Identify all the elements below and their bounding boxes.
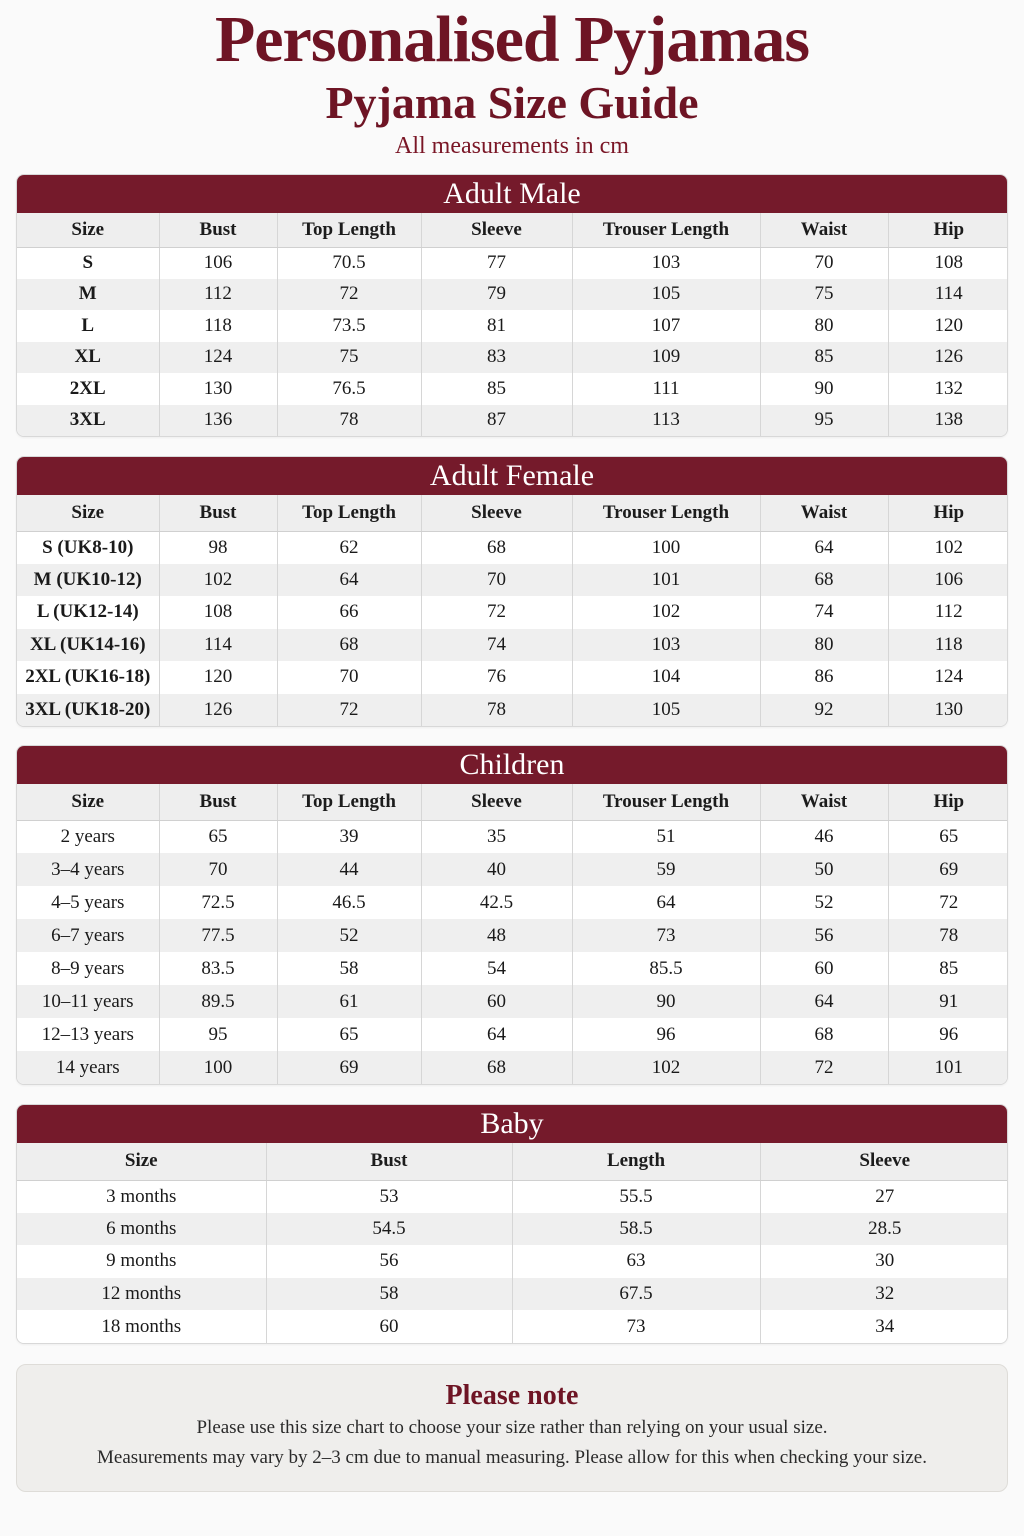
measurement-cell: 113 bbox=[572, 405, 760, 437]
table-row bbox=[17, 629, 1008, 662]
measurement-cell: 90 bbox=[760, 373, 888, 405]
measurement-cell: 54.5 bbox=[266, 1213, 512, 1246]
measurement-cell: 74 bbox=[760, 596, 888, 629]
measurement-cell: 114 bbox=[159, 629, 277, 662]
measurement-cell: 102 bbox=[159, 564, 277, 597]
measurement-cell: 73 bbox=[512, 1310, 760, 1343]
measurement-cell: 76.5 bbox=[277, 373, 421, 405]
column-header: Bust bbox=[159, 213, 277, 247]
measurement-cell: 85 bbox=[888, 952, 1008, 985]
table-row bbox=[17, 596, 1008, 629]
measurement-cell: 76 bbox=[421, 661, 572, 694]
column-header: Hip bbox=[888, 495, 1008, 531]
table-header-row bbox=[17, 1143, 1008, 1180]
measurement-cell: 106 bbox=[159, 247, 277, 279]
table-row bbox=[17, 1051, 1008, 1084]
measurement-cell: 72 bbox=[888, 886, 1008, 919]
column-header: Bust bbox=[266, 1143, 512, 1180]
column-header: Sleeve bbox=[421, 213, 572, 247]
measurement-cell: 35 bbox=[421, 820, 572, 853]
measurement-cell: 54 bbox=[421, 952, 572, 985]
table-row bbox=[17, 405, 1008, 437]
measurement-cell: 124 bbox=[159, 342, 277, 374]
measurement-cell: 34 bbox=[760, 1310, 1008, 1343]
table-row bbox=[17, 952, 1008, 985]
measurement-cell: 63 bbox=[512, 1245, 760, 1278]
table-row bbox=[17, 1310, 1008, 1343]
table-row bbox=[17, 661, 1008, 694]
adult-female-section bbox=[16, 456, 1008, 727]
size-table bbox=[17, 784, 1008, 1084]
measurement-cell: 52 bbox=[760, 886, 888, 919]
measurement-cell: 42.5 bbox=[421, 886, 572, 919]
measurement-cell: 68 bbox=[760, 564, 888, 597]
section-title: Adult Male bbox=[17, 175, 1007, 213]
measurement-cell: 73.5 bbox=[277, 310, 421, 342]
measurement-cell: 44 bbox=[277, 853, 421, 886]
size-table bbox=[17, 213, 1008, 436]
size-table bbox=[17, 495, 1008, 726]
column-header: Top Length bbox=[277, 495, 421, 531]
table-row bbox=[17, 564, 1008, 597]
table-row bbox=[17, 820, 1008, 853]
measurement-cell: 78 bbox=[277, 405, 421, 437]
measurement-cell: 68 bbox=[277, 629, 421, 662]
table-row bbox=[17, 279, 1008, 311]
measurement-cell: 107 bbox=[572, 310, 760, 342]
measurement-cell: 75 bbox=[760, 279, 888, 311]
measurement-cell: 70 bbox=[159, 853, 277, 886]
table-row bbox=[17, 919, 1008, 952]
measurement-cell: 100 bbox=[572, 531, 760, 564]
section-title: Children bbox=[17, 746, 1007, 784]
measurement-cell: 50 bbox=[760, 853, 888, 886]
measurement-cell: 46.5 bbox=[277, 886, 421, 919]
measurement-cell: 74 bbox=[421, 629, 572, 662]
units-note: All measurements in cm bbox=[395, 133, 629, 159]
measurement-cell: 118 bbox=[888, 629, 1008, 662]
measurement-cell: 124 bbox=[888, 661, 1008, 694]
baby-section bbox=[16, 1104, 1008, 1344]
measurement-cell: 66 bbox=[277, 596, 421, 629]
measurement-cell: 72 bbox=[760, 1051, 888, 1084]
measurement-cell: 58 bbox=[277, 952, 421, 985]
size-cell: 4–5 years bbox=[17, 886, 159, 919]
measurement-cell: 64 bbox=[760, 985, 888, 1018]
size-cell: 9 months bbox=[17, 1245, 266, 1278]
measurement-cell: 69 bbox=[888, 853, 1008, 886]
measurement-cell: 85.5 bbox=[572, 952, 760, 985]
table-header-row bbox=[17, 784, 1008, 820]
size-cell: 3XL (UK18-20) bbox=[17, 694, 159, 727]
page-title: Personalised Pyjamas bbox=[214, 3, 810, 76]
measurement-cell: 68 bbox=[421, 1051, 572, 1084]
measurement-cell: 70 bbox=[421, 564, 572, 597]
size-cell: L bbox=[17, 310, 159, 342]
size-cell: L (UK12-14) bbox=[17, 596, 159, 629]
measurement-cell: 102 bbox=[572, 596, 760, 629]
table-header-row bbox=[17, 213, 1008, 247]
measurement-cell: 112 bbox=[159, 279, 277, 311]
column-header: Top Length bbox=[277, 784, 421, 820]
measurement-cell: 72 bbox=[421, 596, 572, 629]
measurement-cell: 85 bbox=[760, 342, 888, 374]
column-header: Size bbox=[17, 1143, 266, 1180]
measurement-cell: 112 bbox=[888, 596, 1008, 629]
column-header: Size bbox=[17, 495, 159, 531]
size-cell: 3 months bbox=[17, 1180, 266, 1213]
measurement-cell: 80 bbox=[760, 629, 888, 662]
size-cell: 2XL bbox=[17, 373, 159, 405]
column-header: Waist bbox=[760, 784, 888, 820]
measurement-cell: 72 bbox=[277, 279, 421, 311]
size-cell: 2 years bbox=[17, 820, 159, 853]
table-row bbox=[17, 342, 1008, 374]
size-cell: S (UK8-10) bbox=[17, 531, 159, 564]
measurement-cell: 27 bbox=[760, 1180, 1008, 1213]
measurement-cell: 89.5 bbox=[159, 985, 277, 1018]
measurement-cell: 120 bbox=[159, 661, 277, 694]
measurement-cell: 68 bbox=[760, 1018, 888, 1051]
size-cell: M (UK10-12) bbox=[17, 564, 159, 597]
adult-male-section bbox=[16, 174, 1008, 437]
measurement-cell: 64 bbox=[572, 886, 760, 919]
size-table bbox=[17, 1143, 1008, 1343]
measurement-cell: 65 bbox=[159, 820, 277, 853]
section-title: Adult Female bbox=[17, 457, 1007, 495]
column-header: Sleeve bbox=[421, 495, 572, 531]
size-cell: 12–13 years bbox=[17, 1018, 159, 1051]
table-row bbox=[17, 853, 1008, 886]
measurement-cell: 28.5 bbox=[760, 1213, 1008, 1246]
measurement-cell: 91 bbox=[888, 985, 1008, 1018]
table-row bbox=[17, 1213, 1008, 1246]
measurement-cell: 96 bbox=[888, 1018, 1008, 1051]
measurement-cell: 103 bbox=[572, 247, 760, 279]
size-cell: XL bbox=[17, 342, 159, 374]
table-row bbox=[17, 1018, 1008, 1051]
measurement-cell: 72 bbox=[277, 694, 421, 727]
children-section bbox=[16, 745, 1008, 1085]
measurement-cell: 126 bbox=[159, 694, 277, 727]
measurement-cell: 109 bbox=[572, 342, 760, 374]
measurement-cell: 105 bbox=[572, 694, 760, 727]
size-cell: 6 months bbox=[17, 1213, 266, 1246]
measurement-cell: 58 bbox=[266, 1278, 512, 1311]
table-row bbox=[17, 310, 1008, 342]
measurement-cell: 56 bbox=[266, 1245, 512, 1278]
table-row bbox=[17, 694, 1008, 727]
table-row bbox=[17, 1278, 1008, 1311]
measurement-cell: 48 bbox=[421, 919, 572, 952]
column-header: Bust bbox=[159, 495, 277, 531]
measurement-cell: 90 bbox=[572, 985, 760, 1018]
measurement-cell: 69 bbox=[277, 1051, 421, 1084]
measurement-cell: 64 bbox=[421, 1018, 572, 1051]
measurement-cell: 67.5 bbox=[512, 1278, 760, 1311]
size-cell: 10–11 years bbox=[17, 985, 159, 1018]
note-line-1: Please use this size chart to choose your size rather than relying on your usual size. bbox=[196, 1417, 828, 1438]
size-cell: 2XL (UK16-18) bbox=[17, 661, 159, 694]
measurement-cell: 65 bbox=[277, 1018, 421, 1051]
size-cell: 18 months bbox=[17, 1310, 266, 1343]
measurement-cell: 95 bbox=[760, 405, 888, 437]
measurement-cell: 39 bbox=[277, 820, 421, 853]
column-header: Trouser Length bbox=[572, 495, 760, 531]
measurement-cell: 101 bbox=[572, 564, 760, 597]
measurement-cell: 132 bbox=[888, 373, 1008, 405]
table-row bbox=[17, 373, 1008, 405]
measurement-cell: 120 bbox=[888, 310, 1008, 342]
measurement-cell: 70.5 bbox=[277, 247, 421, 279]
size-cell: S bbox=[17, 247, 159, 279]
measurement-cell: 62 bbox=[277, 531, 421, 564]
measurement-cell: 68 bbox=[421, 531, 572, 564]
measurement-cell: 64 bbox=[760, 531, 888, 564]
measurement-cell: 79 bbox=[421, 279, 572, 311]
size-cell: 12 months bbox=[17, 1278, 266, 1311]
measurement-cell: 95 bbox=[159, 1018, 277, 1051]
measurement-cell: 77.5 bbox=[159, 919, 277, 952]
measurement-cell: 55.5 bbox=[512, 1180, 760, 1213]
measurement-cell: 111 bbox=[572, 373, 760, 405]
measurement-cell: 58.5 bbox=[512, 1213, 760, 1246]
note-line-2: Measurements may vary by 2–3 cm due to manual measuring. Please allow for this when checking your size. bbox=[97, 1447, 927, 1468]
column-header: Size bbox=[17, 213, 159, 247]
measurement-cell: 136 bbox=[159, 405, 277, 437]
measurement-cell: 51 bbox=[572, 820, 760, 853]
table-row bbox=[17, 886, 1008, 919]
measurement-cell: 80 bbox=[760, 310, 888, 342]
measurement-cell: 108 bbox=[888, 247, 1008, 279]
column-header: Trouser Length bbox=[572, 213, 760, 247]
measurement-cell: 59 bbox=[572, 853, 760, 886]
size-cell: XL (UK14-16) bbox=[17, 629, 159, 662]
measurement-cell: 118 bbox=[159, 310, 277, 342]
measurement-cell: 75 bbox=[277, 342, 421, 374]
measurement-cell: 98 bbox=[159, 531, 277, 564]
size-cell: 3–4 years bbox=[17, 853, 159, 886]
measurement-cell: 114 bbox=[888, 279, 1008, 311]
size-cell: 3XL bbox=[17, 405, 159, 437]
measurement-cell: 73 bbox=[572, 919, 760, 952]
table-row bbox=[17, 247, 1008, 279]
table-row bbox=[17, 1245, 1008, 1278]
column-header: Size bbox=[17, 784, 159, 820]
measurement-cell: 105 bbox=[572, 279, 760, 311]
measurement-cell: 102 bbox=[572, 1051, 760, 1084]
table-row bbox=[17, 1180, 1008, 1213]
measurement-cell: 130 bbox=[888, 694, 1008, 727]
measurement-cell: 30 bbox=[760, 1245, 1008, 1278]
measurement-cell: 83.5 bbox=[159, 952, 277, 985]
measurement-cell: 130 bbox=[159, 373, 277, 405]
table-row bbox=[17, 985, 1008, 1018]
page-header bbox=[0, 0, 1024, 162]
measurement-cell: 96 bbox=[572, 1018, 760, 1051]
measurement-cell: 104 bbox=[572, 661, 760, 694]
measurement-cell: 81 bbox=[421, 310, 572, 342]
measurement-cell: 106 bbox=[888, 564, 1008, 597]
column-header: Trouser Length bbox=[572, 784, 760, 820]
column-header: Sleeve bbox=[421, 784, 572, 820]
please-note-box bbox=[16, 1364, 1008, 1492]
measurement-cell: 56 bbox=[760, 919, 888, 952]
measurement-cell: 87 bbox=[421, 405, 572, 437]
measurement-cell: 60 bbox=[421, 985, 572, 1018]
measurement-cell: 78 bbox=[421, 694, 572, 727]
measurement-cell: 103 bbox=[572, 629, 760, 662]
column-header: Sleeve bbox=[760, 1143, 1008, 1180]
column-header: Hip bbox=[888, 784, 1008, 820]
column-header: Hip bbox=[888, 213, 1008, 247]
column-header: Waist bbox=[760, 213, 888, 247]
measurement-cell: 60 bbox=[266, 1310, 512, 1343]
measurement-cell: 126 bbox=[888, 342, 1008, 374]
measurement-cell: 61 bbox=[277, 985, 421, 1018]
measurement-cell: 138 bbox=[888, 405, 1008, 437]
measurement-cell: 85 bbox=[421, 373, 572, 405]
column-header: Length bbox=[512, 1143, 760, 1180]
measurement-cell: 40 bbox=[421, 853, 572, 886]
size-cell: 6–7 years bbox=[17, 919, 159, 952]
size-cell: M bbox=[17, 279, 159, 311]
measurement-cell: 70 bbox=[277, 661, 421, 694]
measurement-cell: 102 bbox=[888, 531, 1008, 564]
size-cell: 14 years bbox=[17, 1051, 159, 1084]
measurement-cell: 60 bbox=[760, 952, 888, 985]
page-subtitle: Pyjama Size Guide bbox=[325, 77, 699, 128]
measurement-cell: 77 bbox=[421, 247, 572, 279]
measurement-cell: 92 bbox=[760, 694, 888, 727]
column-header: Bust bbox=[159, 784, 277, 820]
measurement-cell: 86 bbox=[760, 661, 888, 694]
section-title: Baby bbox=[17, 1105, 1007, 1143]
table-header-row bbox=[17, 495, 1008, 531]
size-cell: 8–9 years bbox=[17, 952, 159, 985]
measurement-cell: 101 bbox=[888, 1051, 1008, 1084]
measurement-cell: 78 bbox=[888, 919, 1008, 952]
measurement-cell: 32 bbox=[760, 1278, 1008, 1311]
column-header: Top Length bbox=[277, 213, 421, 247]
measurement-cell: 65 bbox=[888, 820, 1008, 853]
measurement-cell: 46 bbox=[760, 820, 888, 853]
note-title: Please note bbox=[445, 1380, 579, 1411]
column-header: Waist bbox=[760, 495, 888, 531]
measurement-cell: 52 bbox=[277, 919, 421, 952]
measurement-cell: 70 bbox=[760, 247, 888, 279]
measurement-cell: 64 bbox=[277, 564, 421, 597]
measurement-cell: 83 bbox=[421, 342, 572, 374]
measurement-cell: 72.5 bbox=[159, 886, 277, 919]
measurement-cell: 100 bbox=[159, 1051, 277, 1084]
table-row bbox=[17, 531, 1008, 564]
measurement-cell: 53 bbox=[266, 1180, 512, 1213]
measurement-cell: 108 bbox=[159, 596, 277, 629]
